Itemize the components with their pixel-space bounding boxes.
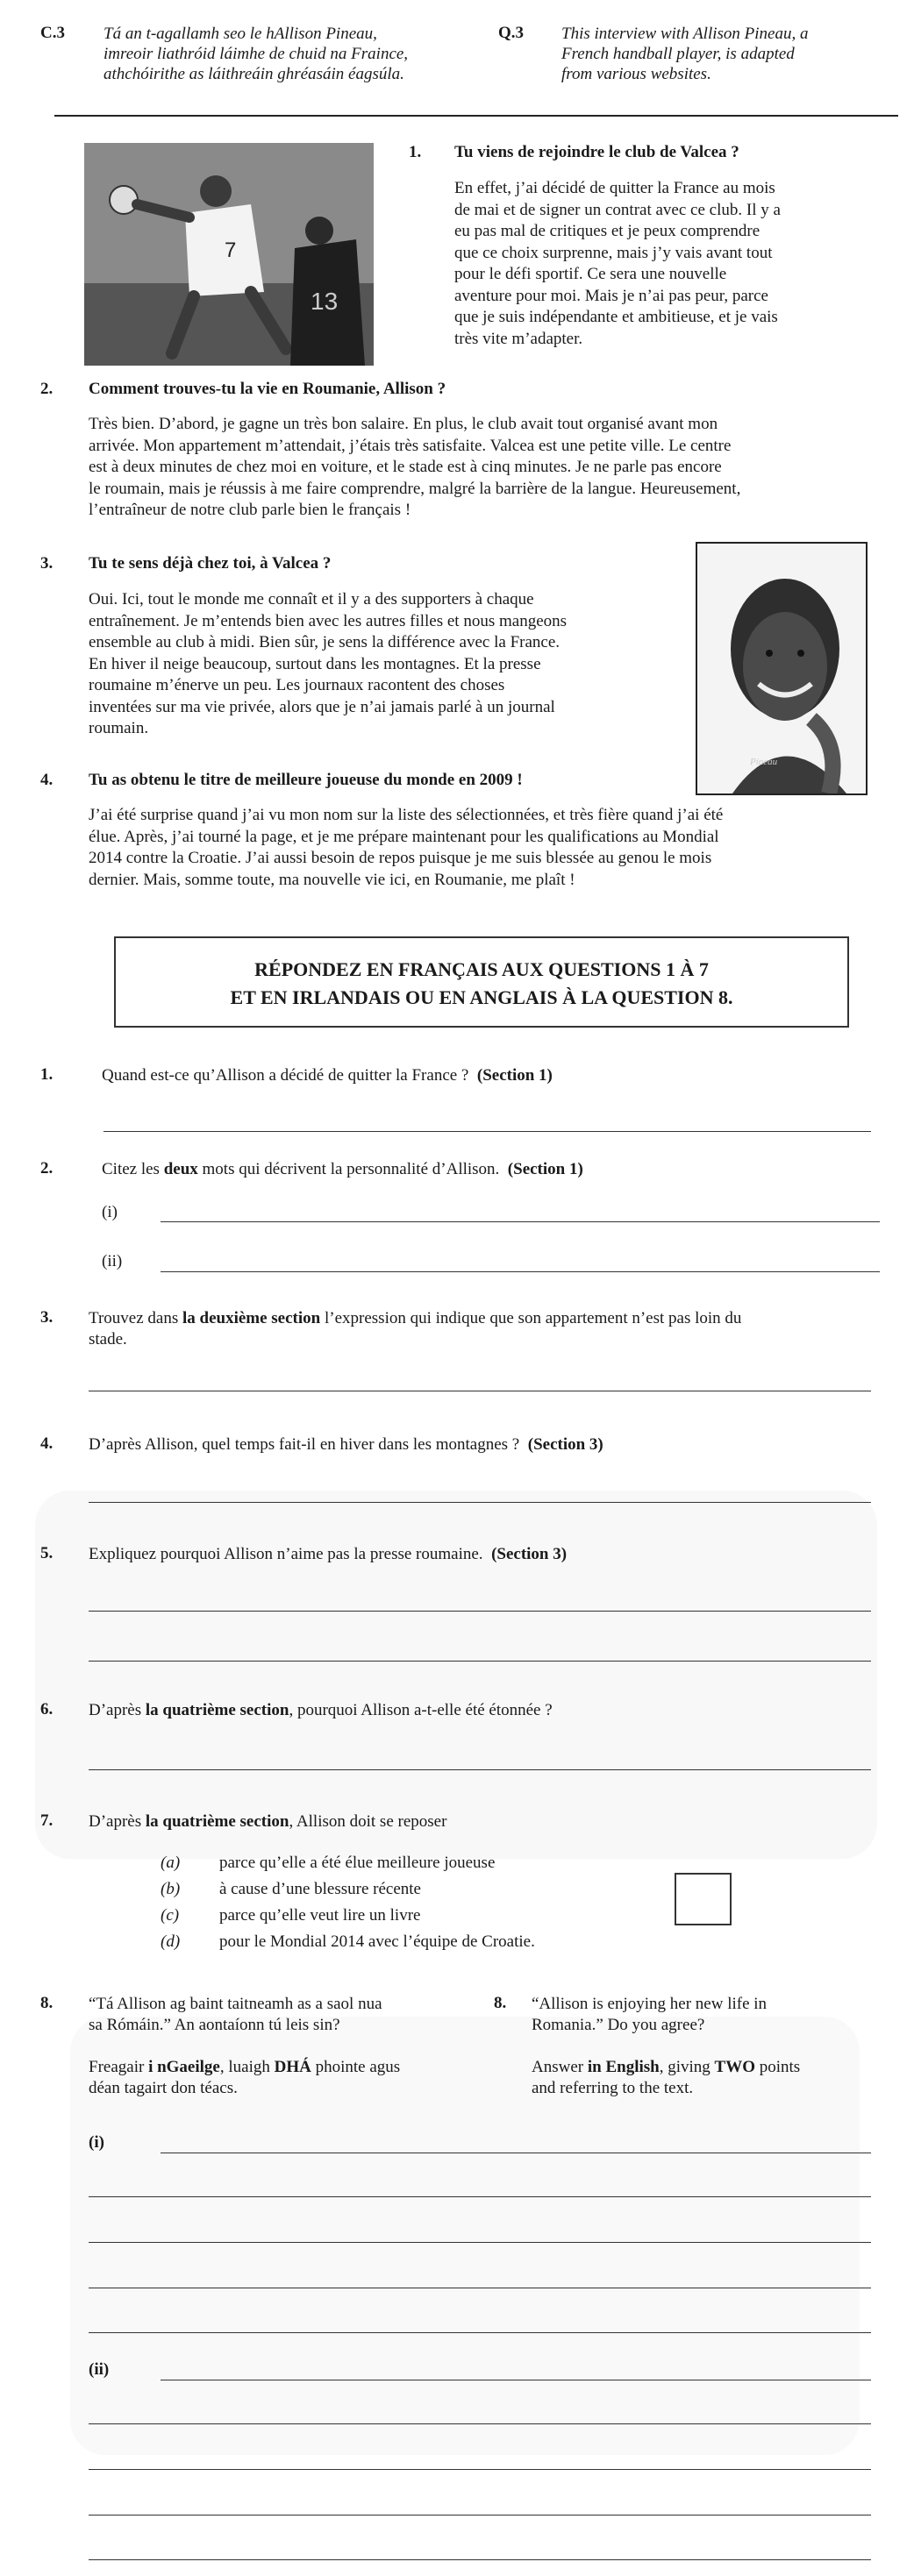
- jersey-number: 7: [225, 238, 237, 262]
- q4-number: 4.: [40, 1434, 54, 1453]
- header-right-number: Q.3: [498, 24, 525, 42]
- q2-sub-i-label: (i): [102, 1203, 118, 1221]
- header-left-text: Tá an t-agallamh seo le hAllison Pineau, imreoir liathróid láimhe de chuid na Fraince, athchóirithe as láithreáin ghréasáin éagsúla.: [104, 25, 409, 83]
- svg-text:13: 13: [311, 288, 339, 315]
- q8-sub-i-label: (i): [89, 2133, 104, 2152]
- q4-text: D’après Allison, quel temps fait-il en hiver dans les montagnes ? (Section 3): [89, 1435, 603, 1454]
- q7-options: [161, 1850, 731, 1955]
- q3-text: Trouvez dans la deuxième section l’expression qui indique que son appartement n’est pas loin du stade.: [89, 1309, 742, 1348]
- q8-sub-ii-label: (ii): [89, 2360, 110, 2379]
- header-right-text: This interview with Allison Pineau, a French handball player, is adapted from various websites.: [561, 25, 809, 83]
- q4-answer-line[interactable]: [89, 1502, 871, 1503]
- q2-number: 2.: [40, 1159, 54, 1178]
- section-4-title: Tu as obtenu le titre de meilleure joueuse du monde en 2009 !: [89, 771, 523, 789]
- q7-number: 7.: [40, 1811, 54, 1830]
- q8-english-prompt: “Allison is enjoying her new life in Romania.” Do you agree? Answer in English, giving TWO points and referring to the text.: [532, 1995, 801, 2097]
- q8-answer-line-i-5[interactable]: [89, 2332, 871, 2333]
- section-1-body: En effet, j’ai décidé de quitter la France au mois de mai et de signer un contrat avec ce club. Il y a eu pas mal de critiques et je peux comprendre que ce choix surprenne, mais j’y vais avant tout pour le défi sportif. Ce sera une nouvelle aventure pour moi. Mais je n’ai pas peur, parce que je suis indépendante et ambitieuse, et je vais très vite m’adapter.: [454, 179, 781, 348]
- q1-number: 1.: [40, 1065, 54, 1084]
- q5-number: 5.: [40, 1544, 54, 1562]
- q2-answer-line-i[interactable]: [161, 1221, 880, 1222]
- q8-right-number: 8.: [494, 1994, 507, 2012]
- q6-text: D’après la quatrième section, pourquoi Allison a-t-elle été étonnée ?: [89, 1701, 553, 1719]
- q6-answer-line[interactable]: [89, 1769, 871, 1770]
- instruction-text: RÉPONDEZ EN FRANÇAIS AUX QUESTIONS 1 À 7 ET EN IRLANDAIS OU EN ANGLAIS À LA QUESTION 8.: [230, 958, 733, 1008]
- q3-number: 3.: [40, 1308, 54, 1327]
- q8-left-number: 8.: [40, 1994, 54, 2012]
- section-3-title: Tu te sens déjà chez toi, à Valcea ?: [89, 554, 332, 573]
- q8-answer-line-ii-5[interactable]: [89, 2559, 871, 2560]
- q2-text: Citez les deux mots qui décrivent la personnalité d’Allison. (Section 1): [102, 1160, 583, 1178]
- q2-sub-ii-label: (ii): [102, 1252, 123, 1270]
- q1-answer-line[interactable]: [104, 1131, 871, 1132]
- section-3-body: Oui. Ici, tout le monde me connaît et il y a des supporters à chaque entraînement. Je m’entends bien avec les autres filles et nous mangeons ensemble au club à midi. Bien sûr, je sens la différence avec la France. En hiver il neige beaucoup, surtout dans les montagnes. Et la presse roumaine m’énerve un peu. Les journaux racontent des choses inventées sur ma vie privée, alors que je n’ai jamais parlé à un journal roumain.: [89, 590, 568, 737]
- q8-answer-line-ii-3[interactable]: [89, 2469, 871, 2470]
- section-2-title: Comment trouves-tu la vie en Roumanie, Allison ?: [89, 380, 446, 398]
- q1-text: Quand est-ce qu’Allison a décidé de quitter la France ? (Section 1): [102, 1066, 553, 1085]
- q7-answer-box[interactable]: [675, 1873, 732, 1925]
- header-left-number: C.3: [40, 24, 65, 42]
- q8-answer-line-ii-4[interactable]: [89, 2515, 871, 2516]
- header-rule: [54, 115, 898, 117]
- section-3-number: 3.: [40, 554, 54, 573]
- handball-action-photo: [84, 143, 374, 366]
- q5-text: Expliquez pourquoi Allison n’aime pas la presse roumaine. (Section 3): [89, 1545, 568, 1563]
- q5-answer-line-2[interactable]: [89, 1661, 871, 1662]
- q7-option-c[interactable]: (c) parce qu’elle veut lire un livre: [161, 1906, 421, 1925]
- q7-option-d[interactable]: (d) pour le Mondial 2014 avec l’équipe de Croatie.: [161, 1932, 535, 1951]
- q8-answer-line-i-3[interactable]: [89, 2242, 871, 2243]
- q2-answer-line-ii[interactable]: [161, 1271, 880, 1272]
- section-1-title: Tu viens de rejoindre le club de Valcea ?: [454, 143, 739, 161]
- allison-portrait-photo: [696, 542, 868, 795]
- section-2-number: 2.: [40, 380, 54, 398]
- section-2-body: Très bien. D’abord, je gagne un très bon salaire. En plus, le club avait tout organisé avant mon arrivée. Mon appartement m’attendait, j’étais très satisfaite. Valcea est une petite ville. Le centre est à deux minutes de chez moi en voiture, et le stade est à cinq minutes. Je ne parle pas encore le roumain, mais je réussis à me faire comprendre, malgré la barrière de la langue. Heureusement, l’entraîneur de notre club parle bien le français !: [89, 415, 741, 519]
- q7-option-a[interactable]: (a) parce qu’elle a été élue meilleure joueuse: [161, 1854, 496, 1872]
- section-1-number: 1.: [409, 143, 422, 161]
- section-4-body: J’ai été surprise quand j’ai vu mon nom sur la liste des sélectionnées, et très fière quand j’ai été élue. Après, j’ai tourné la page, et je me prépare maintenant pour les qualifications au Mondial 2014 contre la Croatie. J’ai aussi besoin de repos puisque je me suis blessée au genou le mois dernier. Mais, somme toute, ma nouvelle vie ici, en Roumanie, me plaît !: [89, 806, 724, 889]
- q8-answer-line-ii-2[interactable]: [89, 2423, 871, 2424]
- section-4-number: 4.: [40, 771, 54, 789]
- q8-irish-prompt: “Tá Allison ag baint taitneamh as a saol nua sa Rómáin.” An aontaíonn tú leis sin? Freagair i nGaeilge, luaigh DHÁ phointe agus déan tagairt don téacs.: [89, 1995, 401, 2097]
- q6-number: 6.: [40, 1700, 54, 1719]
- q8-answer-line-i-2[interactable]: [89, 2196, 871, 2197]
- q7-option-b[interactable]: (b) à cause d’une blessure récente: [161, 1880, 421, 1898]
- q7-text: D’après la quatrième section, Allison doit se reposer: [89, 1812, 447, 1831]
- q5-answer-line-1[interactable]: [89, 1611, 871, 1612]
- photo-caption: Pineau: [750, 757, 778, 767]
